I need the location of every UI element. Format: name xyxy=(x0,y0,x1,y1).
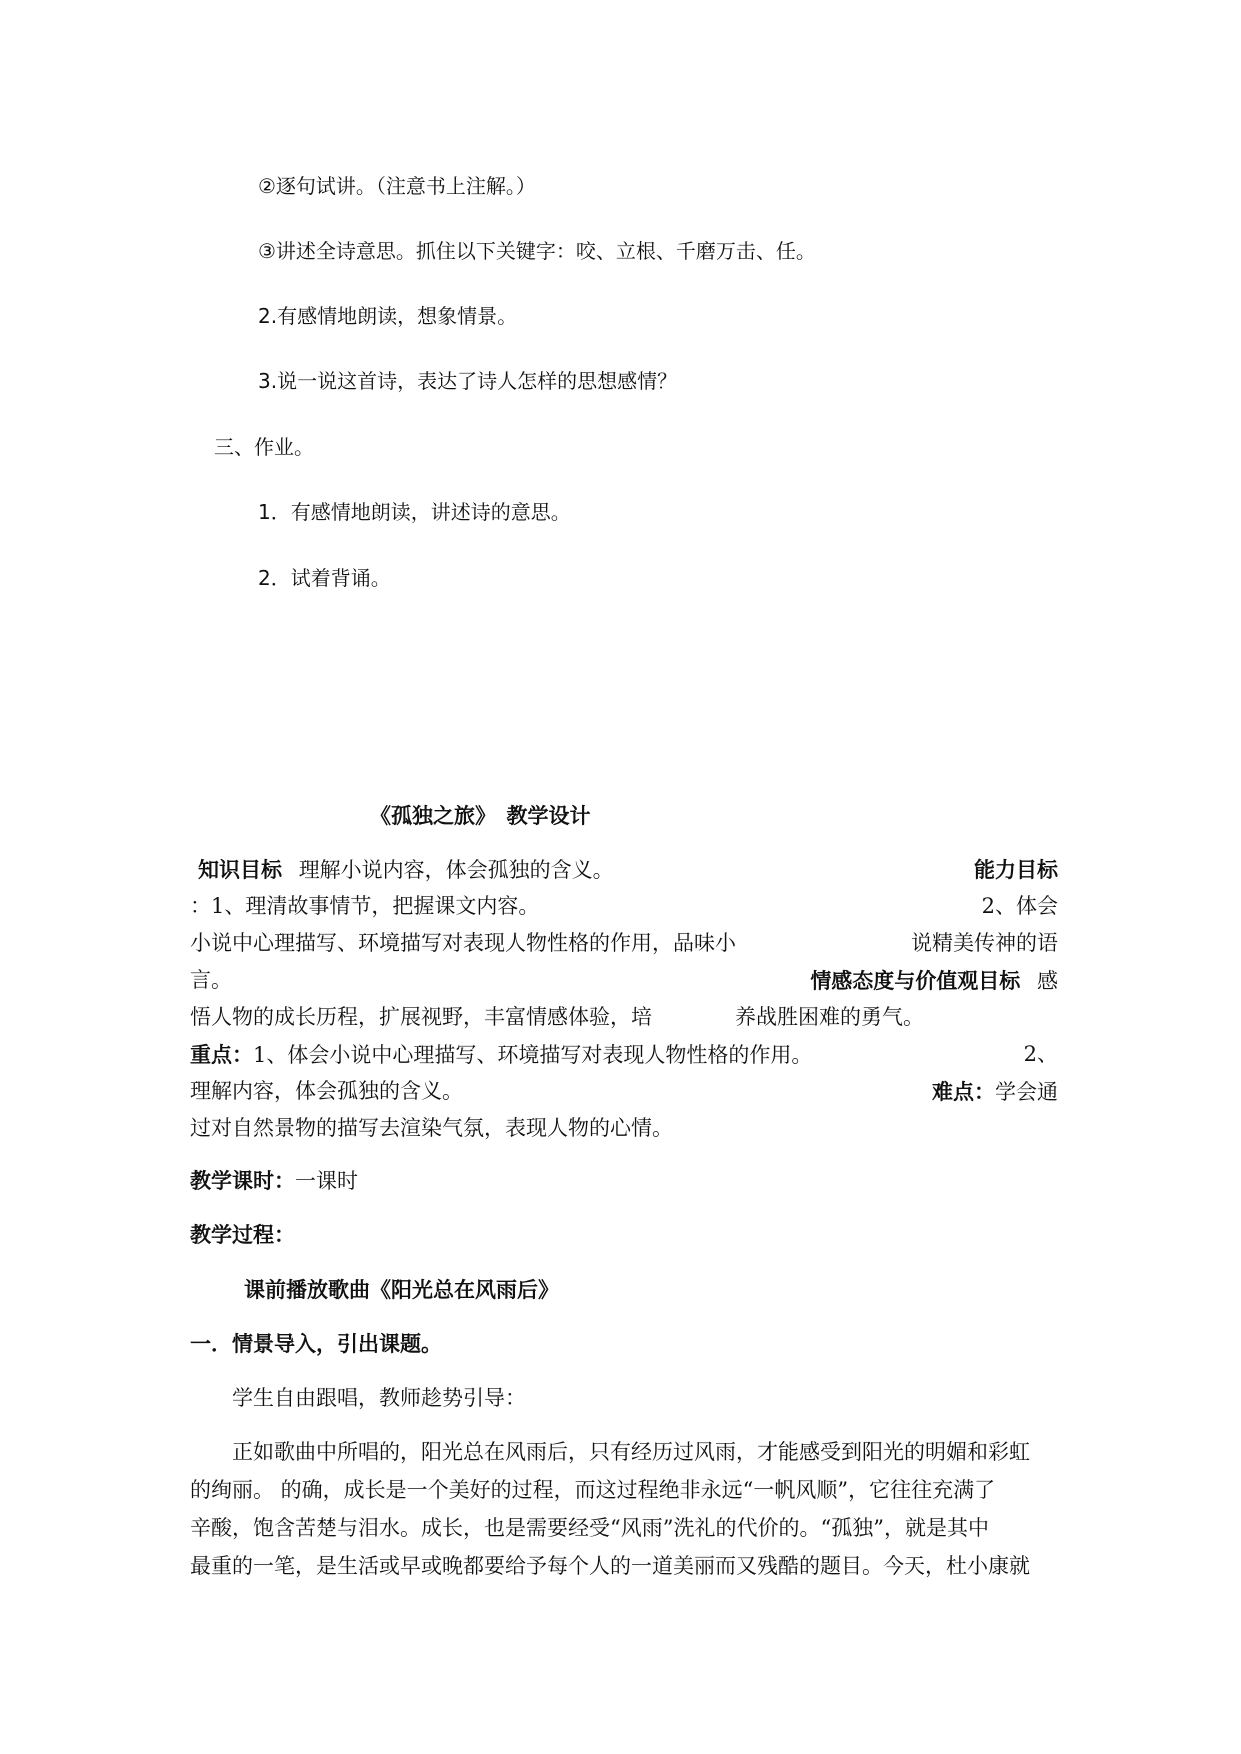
paragraph-2-line-1: 正如歌曲中所唱的，阳光总在风雨后，只有经历过风雨，才能感受到阳光的明媚和彩虹 xyxy=(232,1440,1030,1464)
key-line-2 xyxy=(190,1081,1058,1103)
step-2-line: ②逐句试讲。（注意书上注解。） xyxy=(258,174,536,198)
ability-text-2b: 说精美传神的语 xyxy=(911,931,1058,955)
design-title: 《孤独之旅》 教学设计 xyxy=(370,803,591,828)
homework-item-2: 2．试着背诵。 xyxy=(258,566,391,590)
key-text-2a: 理解内容，体会孤独的含义。 xyxy=(190,1079,463,1103)
emotion-start: 感 xyxy=(1037,969,1058,993)
difficulty-label: 难点： xyxy=(932,1079,995,1104)
ability-text-3a: 言。 xyxy=(190,968,232,992)
key-label: 重点： xyxy=(190,1042,253,1067)
ability-text-1a: ：1、理清故事情节，把握课文内容。 xyxy=(190,894,540,918)
emotion-text-b: 养战胜困难的勇气。 xyxy=(735,1005,924,1029)
key-text-1a: 1、体会小说中心理描写、环境描写对表现人物性格的作用。 xyxy=(253,1043,813,1067)
paragraph-2-line-2: 的绚丽。 的确，成长是一个美好的过程，而这过程绝非永远“一帆风顺”，它往往充满了 xyxy=(190,1478,996,1502)
difficulty-group xyxy=(932,1081,1058,1103)
objectives-line-4 xyxy=(190,970,1058,992)
discuss-line: 3.说一说这首诗，表达了诗人怎样的思想感情？ xyxy=(258,369,678,393)
ability-label: 能力目标 xyxy=(974,857,1058,882)
section-1-heading: 一．情景导入，引出课题。 xyxy=(190,1331,442,1356)
knowledge-text: 理解小说内容，体会孤独的含义。 xyxy=(298,858,614,882)
homework-item-1: 1．有感情地朗读，讲述诗的意思。 xyxy=(258,500,571,524)
ability-text-2a: 小说中心理描写、环境描写对表现人物性格的作用，品味小 xyxy=(190,931,736,955)
homework-heading: 三、作业。 xyxy=(214,435,314,459)
objectives-line-2 xyxy=(190,896,1058,917)
process-label: 教学过程： xyxy=(190,1222,295,1247)
period-label: 教学课时： xyxy=(190,1168,295,1193)
period-line xyxy=(190,1170,358,1192)
emotion-group xyxy=(810,970,1058,992)
paragraph-1: 学生自由跟唱，教师趁势引导： xyxy=(232,1386,526,1410)
knowledge-label: 知识目标 xyxy=(198,857,282,882)
paragraph-2-line-4: 最重的一笔，是生活或早或晚都要给予每个人的一道美丽而又残酷的题目。今天，杜小康就 xyxy=(190,1554,1030,1578)
objectives-line-3 xyxy=(190,933,1058,954)
key-text-1b: 2、 xyxy=(1023,1042,1058,1066)
knowledge-group xyxy=(190,859,614,881)
ability-text-1b: 2、体会 xyxy=(981,894,1058,918)
objectives-line-1 xyxy=(190,859,1058,881)
step-3-line: ③讲述全诗意思。抓住以下关键字：咬、立根、千磨万击、任。 xyxy=(258,239,816,263)
reading-line: 2.有感情地朗读，想象情景。 xyxy=(258,304,518,328)
key-line-1 xyxy=(190,1044,1058,1066)
key-group xyxy=(190,1044,812,1066)
difficulty-start: 学会通 xyxy=(995,1080,1058,1104)
period-text: 一课时 xyxy=(295,1169,358,1193)
song-line: 课前播放歌曲《阳光总在风雨后》 xyxy=(244,1277,559,1302)
emotion-label: 情感态度与价值观目标 xyxy=(810,968,1021,993)
emotion-text-a: 悟人物的成长历程，扩展视野，丰富情感体验，培 xyxy=(190,1005,652,1029)
difficulty-text: 过对自然景物的描写去渲染气氛，表现人物的心情。 xyxy=(190,1116,673,1140)
paragraph-2-line-3: 辛酸，饱含苦楚与泪水。成长，也是需要经受“风雨”洗礼的代价的。“孤独”，就是其中 xyxy=(190,1516,989,1540)
